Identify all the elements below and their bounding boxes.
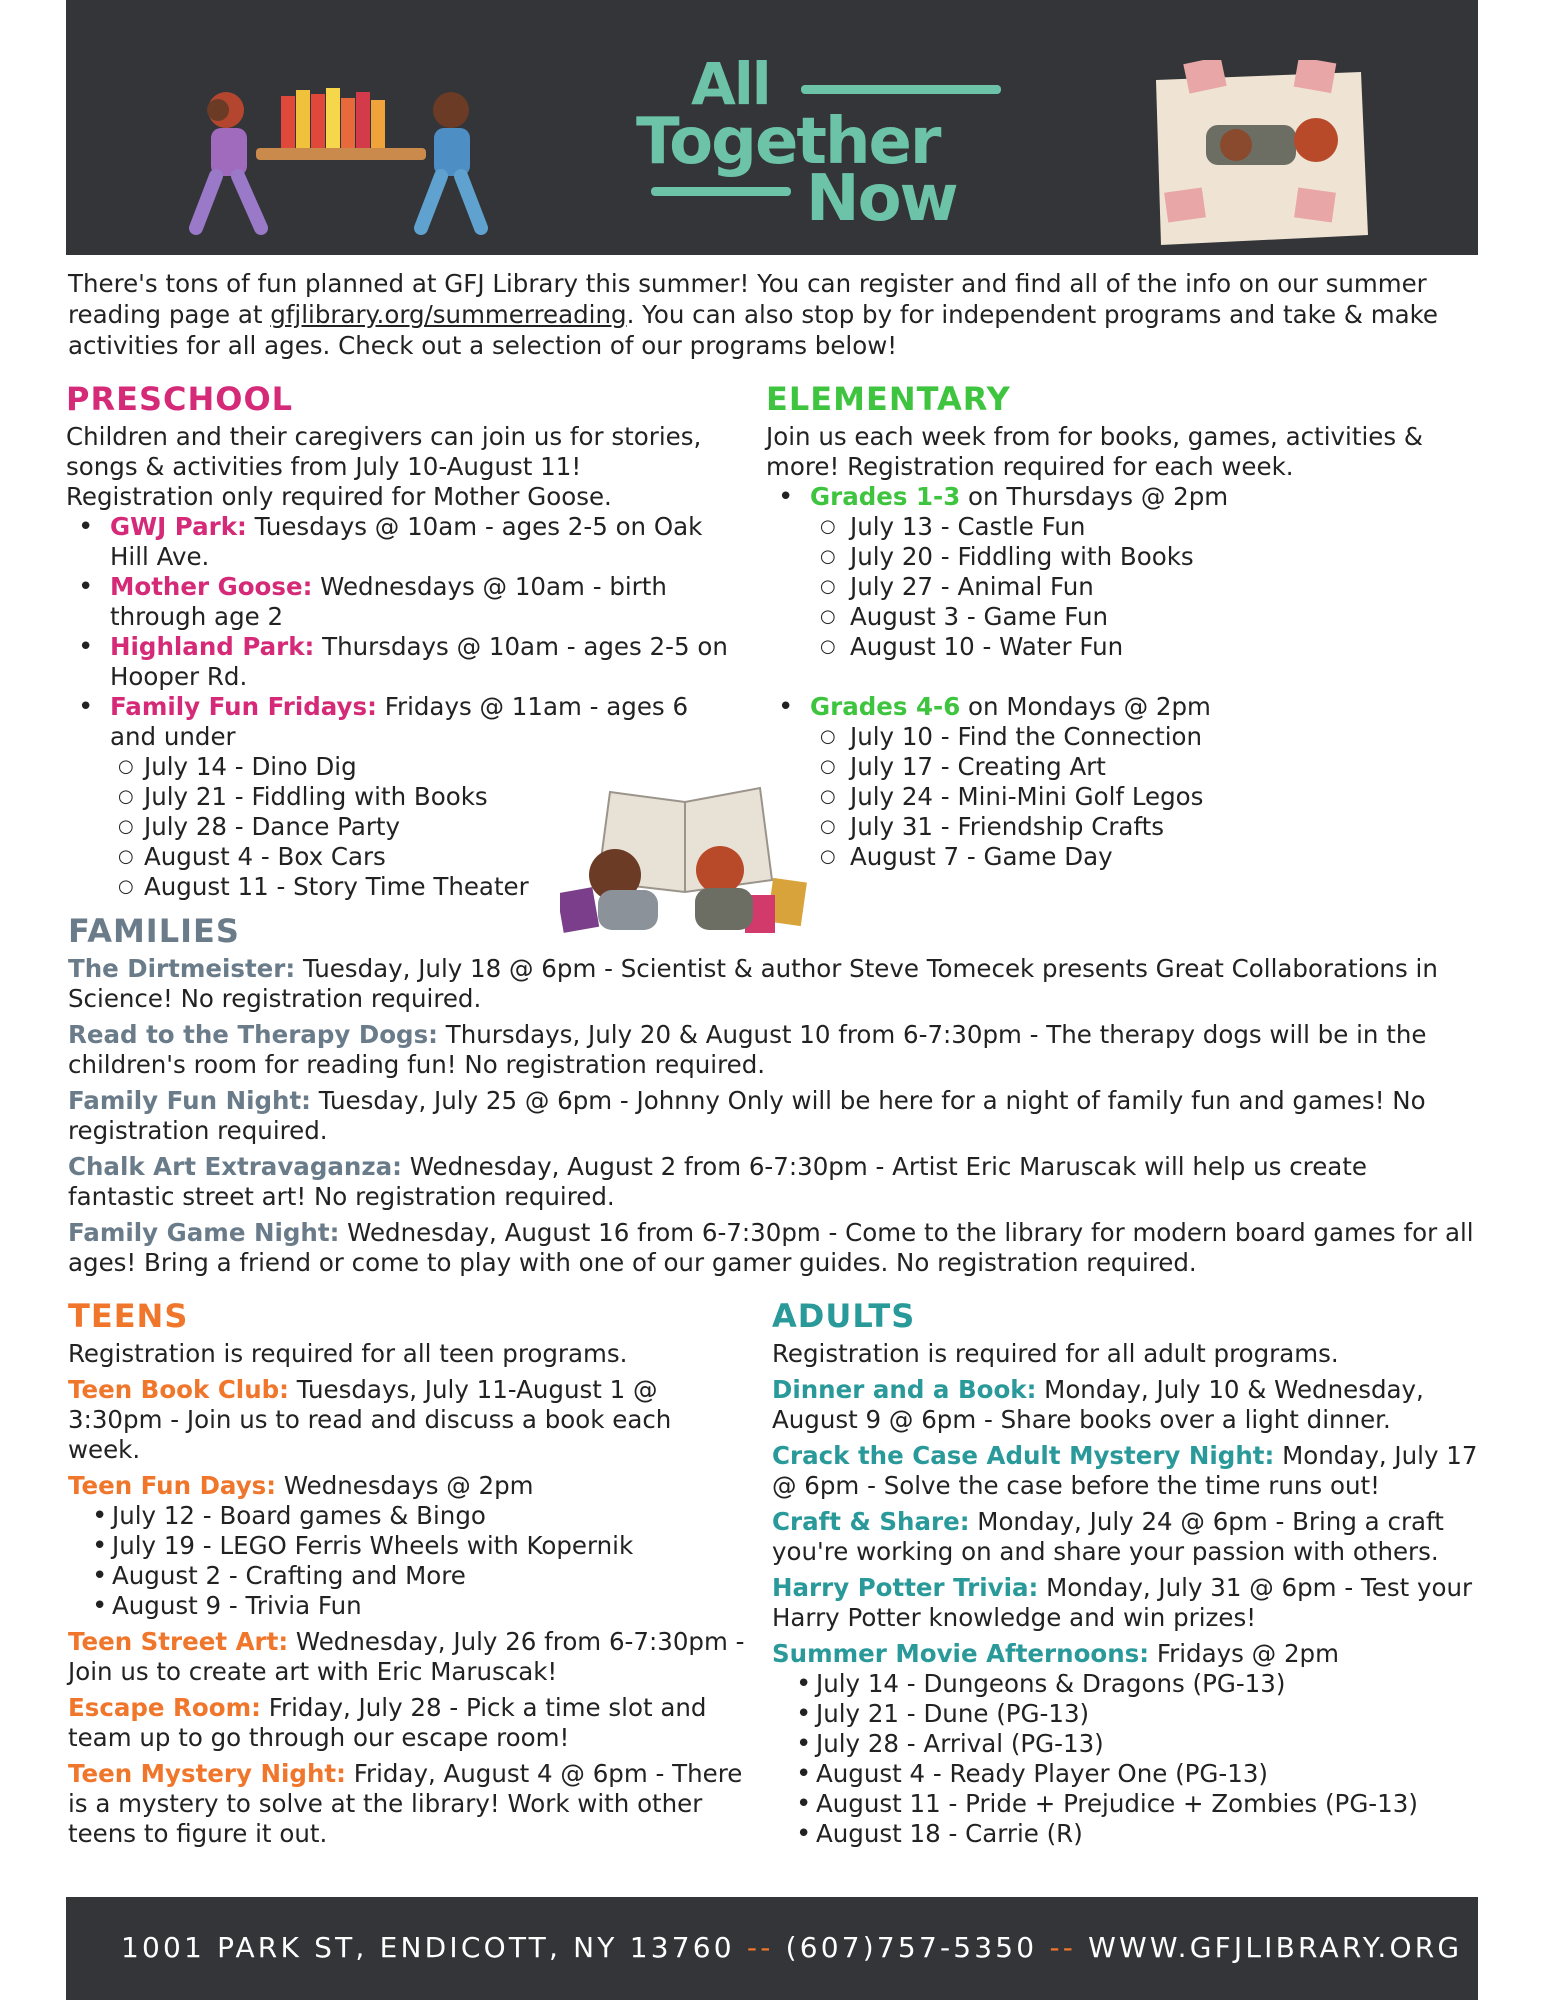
intro-text-end: . You can also stop by for independent programs and take & make activities for all ages. Check out a selection of our programs below! [68, 300, 1438, 360]
list-item [66, 512, 736, 572]
item-text: Tuesday, July 18 @ 6pm - Scientist & author Steve Tomecek presents Great Collaborations in Science! No registration required. [68, 954, 1438, 1013]
teens-description: Registration is required for all teen programs. [68, 1339, 628, 1368]
item-text: Fridays @ 11am - ages 6 and under [110, 692, 689, 751]
logo-word-now: Now [806, 162, 957, 236]
adults-description: Registration is required for all adult programs. [772, 1339, 1339, 1368]
adults-heading: ADULTS [772, 1297, 916, 1335]
item-label: Escape Room: [68, 1693, 261, 1722]
movie-list [772, 1669, 1482, 1849]
footer-separator: -- [746, 1931, 774, 1964]
item-label: Teen Street Art: [68, 1627, 289, 1656]
list-item: • July 28 - Arrival (PG-13) [772, 1729, 1482, 1759]
item-label: Summer Movie Afternoons: [772, 1639, 1150, 1668]
item-text: Wednesday, August 2 from 6-7:30pm - Artist Eric Maruscak will help us create fantastic street art! No registration required. [68, 1152, 1367, 1211]
elementary-list-2 [766, 692, 1466, 722]
elementary-heading: ELEMENTARY [766, 380, 1011, 418]
list-item: ○ July 28 - Dance Party [110, 812, 736, 842]
footer-contact [121, 1931, 1462, 1964]
item-text: Thursdays @ 10am - ages 2-5 on Hooper Rd. [110, 632, 728, 691]
logo-line-bottom [651, 187, 791, 196]
preschool-description: Children and their caregivers can join us for stories, songs & activities from July 10-August 11! Registration only required for Mother Goose. [66, 422, 702, 511]
item-text: Friday, July 28 - Pick a time slot and team up to go through our escape room! [68, 1693, 707, 1752]
item-label: Teen Mystery Night: [68, 1759, 346, 1788]
item-text: Tuesdays @ 10am - ages 2-5 on Oak Hill Ave. [110, 512, 703, 571]
kids-carrying-books-illustration [176, 78, 506, 238]
grades-4-6-list [766, 722, 1466, 872]
item-text: Wednesday, August 16 from 6-7:30pm - Come to the library for modern board games for all ages! Bring a friend or come to play with one of our gamer guides. No registration required. [68, 1218, 1474, 1277]
footer-website[interactable]: WWW.GFJLIBRARY.ORG [1088, 1931, 1463, 1964]
item-text: Wednesdays @ 2pm [276, 1471, 534, 1500]
list-item: • August 2 - Crafting and More [68, 1561, 748, 1591]
list-item: ○ July 20 - Fiddling with Books [810, 542, 1466, 572]
header-banner [66, 0, 1478, 255]
elementary-list [766, 482, 1466, 512]
families-item [68, 1152, 1478, 1212]
item-label: GWJ Park: [110, 512, 247, 541]
grade-text: on Mondays @ 2pm [960, 692, 1211, 721]
list-item: ○ August 4 - Box Cars [110, 842, 736, 872]
grade-label: Grades 4-6 [810, 692, 961, 721]
grade-label: Grades 1-3 [810, 482, 961, 511]
list-item [766, 692, 1466, 722]
grades-1-3-list [766, 512, 1466, 662]
teens-section [68, 1297, 748, 1855]
list-item: ○ August 11 - Story Time Theater [110, 872, 736, 902]
logo-word-together: Together [636, 105, 940, 179]
item-text: Monday, July 17 @ 6pm - Solve the case before the time runs out! [772, 1441, 1478, 1500]
list-item: ○ July 17 - Creating Art [810, 752, 1466, 782]
item-text: Tuesday, July 25 @ 6pm - Johnny Only will be here for a night of family fun and games! No registration required. [68, 1086, 1426, 1145]
list-item: ○ July 14 - Dino Dig [110, 752, 736, 782]
grade-text: on Thursdays @ 2pm [960, 482, 1229, 511]
item-text: Monday, July 31 @ 6pm - Test your Harry Potter knowledge and win prizes! [772, 1573, 1473, 1632]
families-item [68, 1086, 1478, 1146]
summer-movie-afternoons [772, 1639, 1482, 1669]
teen-book-club [68, 1375, 748, 1465]
craft-and-share [772, 1507, 1482, 1567]
item-label: Harry Potter Trivia: [772, 1573, 1039, 1602]
footer-separator: -- [1049, 1931, 1077, 1964]
list-item [766, 482, 1466, 512]
families-section [68, 912, 1478, 1284]
item-label: Read to the Therapy Dogs: [68, 1020, 438, 1049]
preschool-heading: PRESCHOOL [66, 380, 294, 418]
list-item: • July 12 - Board games & Bingo [68, 1501, 748, 1531]
item-label: Dinner and a Book: [772, 1375, 1037, 1404]
item-label: Family Fun Night: [68, 1086, 311, 1115]
list-item: • August 9 - Trivia Fun [68, 1591, 748, 1621]
teen-street-art [68, 1627, 748, 1687]
list-item: ○ July 24 - Mini-Mini Golf Legos [810, 782, 1466, 812]
families-item [68, 1218, 1478, 1278]
item-text: Wednesdays @ 10am - birth through age 2 [110, 572, 667, 631]
list-item: ○ July 31 - Friendship Crafts [810, 812, 1466, 842]
footer-bar [66, 1897, 1478, 2000]
item-text: Wednesday, July 26 from 6-7:30pm - Join us to create art with Eric Maruscak! [68, 1627, 745, 1686]
item-label: Highland Park: [110, 632, 315, 661]
list-item: ○ July 13 - Castle Fun [810, 512, 1466, 542]
item-label: Mother Goose: [110, 572, 313, 601]
list-item: ○ August 10 - Water Fun [810, 632, 1466, 662]
item-label: Crack the Case Adult Mystery Night: [772, 1441, 1275, 1470]
preschool-list [66, 512, 736, 752]
item-text: Thursdays, July 20 & August 10 from 6-7:30pm - The therapy dogs will be in the children's room for reading fun! No registration required. [68, 1020, 1427, 1079]
list-item [66, 632, 736, 692]
item-label: Chalk Art Extravaganza: [68, 1152, 402, 1181]
item-label: Teen Fun Days: [68, 1471, 277, 1500]
teen-fun-days-list [68, 1501, 748, 1621]
list-item: ○ July 21 - Fiddling with Books [110, 782, 736, 812]
footer-phone[interactable]: (607)757-5350 [785, 1931, 1038, 1964]
dinner-and-a-book [772, 1375, 1482, 1435]
logo-word-all: All [691, 50, 770, 118]
teens-heading: TEENS [68, 1297, 189, 1335]
list-item: ○ August 3 - Game Fun [810, 602, 1466, 632]
list-item: • August 11 - Pride + Prejudice + Zombies (PG-13) [772, 1789, 1482, 1819]
logo-line-top [801, 85, 1001, 94]
intro-paragraph [68, 268, 1478, 361]
crack-the-case [772, 1441, 1482, 1501]
elementary-description: Join us each week from for books, games, activities & more! Registration required for each week. [766, 422, 1423, 481]
adults-section [772, 1297, 1482, 1849]
families-heading: FAMILIES [68, 912, 240, 950]
item-text: Monday, July 10 & Wednesday, August 9 @ 6pm - Share books over a light dinner. [772, 1375, 1424, 1434]
families-item [68, 1020, 1478, 1080]
all-together-now-logo [636, 50, 1056, 236]
item-text: Friday, August 4 @ 6pm - There is a mystery to solve at the library! Work with other teens to figure it out. [68, 1759, 743, 1848]
item-text: Fridays @ 2pm [1149, 1639, 1339, 1668]
escape-room [68, 1693, 748, 1753]
harry-potter-trivia [772, 1573, 1482, 1633]
footer-address: 1001 PARK ST, ENDICOTT, NY 13760 [121, 1931, 735, 1964]
list-item [66, 572, 736, 632]
teen-mystery-night [68, 1759, 748, 1849]
item-label: Craft & Share: [772, 1507, 970, 1536]
summer-reading-link[interactable]: gfjlibrary.org/summerreading [270, 300, 627, 329]
list-item: • August 18 - Carrie (R) [772, 1819, 1482, 1849]
list-item: • July 21 - Dune (PG-13) [772, 1699, 1482, 1729]
kids-reading-on-rug-illustration [1146, 60, 1376, 250]
intro-text-start: There's tons of fun planned at GFJ Library this summer! You can register and find all of the info on our summer reading page at [68, 269, 1427, 329]
list-item: ○ July 10 - Find the Connection [810, 722, 1466, 752]
item-text: Tuesdays, July 11-August 1 @ 3:30pm - Join us to read and discuss a book each week. [68, 1375, 672, 1464]
item-label: Family Fun Fridays: [110, 692, 377, 721]
list-item [66, 692, 736, 752]
teen-fun-days [68, 1471, 748, 1501]
item-text: Monday, July 24 @ 6pm - Bring a craft you're working on and share your passion with others. [772, 1507, 1444, 1566]
elementary-section [766, 380, 1466, 872]
item-label: Teen Book Club: [68, 1375, 289, 1404]
list-item: ○ August 7 - Game Day [810, 842, 1466, 872]
families-item [68, 954, 1478, 1014]
list-item: • July 14 - Dungeons & Dragons (PG-13) [772, 1669, 1482, 1699]
item-label: Family Game Night: [68, 1218, 340, 1247]
list-item: ○ July 27 - Animal Fun [810, 572, 1466, 602]
list-item: • August 4 - Ready Player One (PG-13) [772, 1759, 1482, 1789]
item-label: The Dirtmeister: [68, 954, 296, 983]
list-item: • July 19 - LEGO Ferris Wheels with Kopernik [68, 1531, 748, 1561]
